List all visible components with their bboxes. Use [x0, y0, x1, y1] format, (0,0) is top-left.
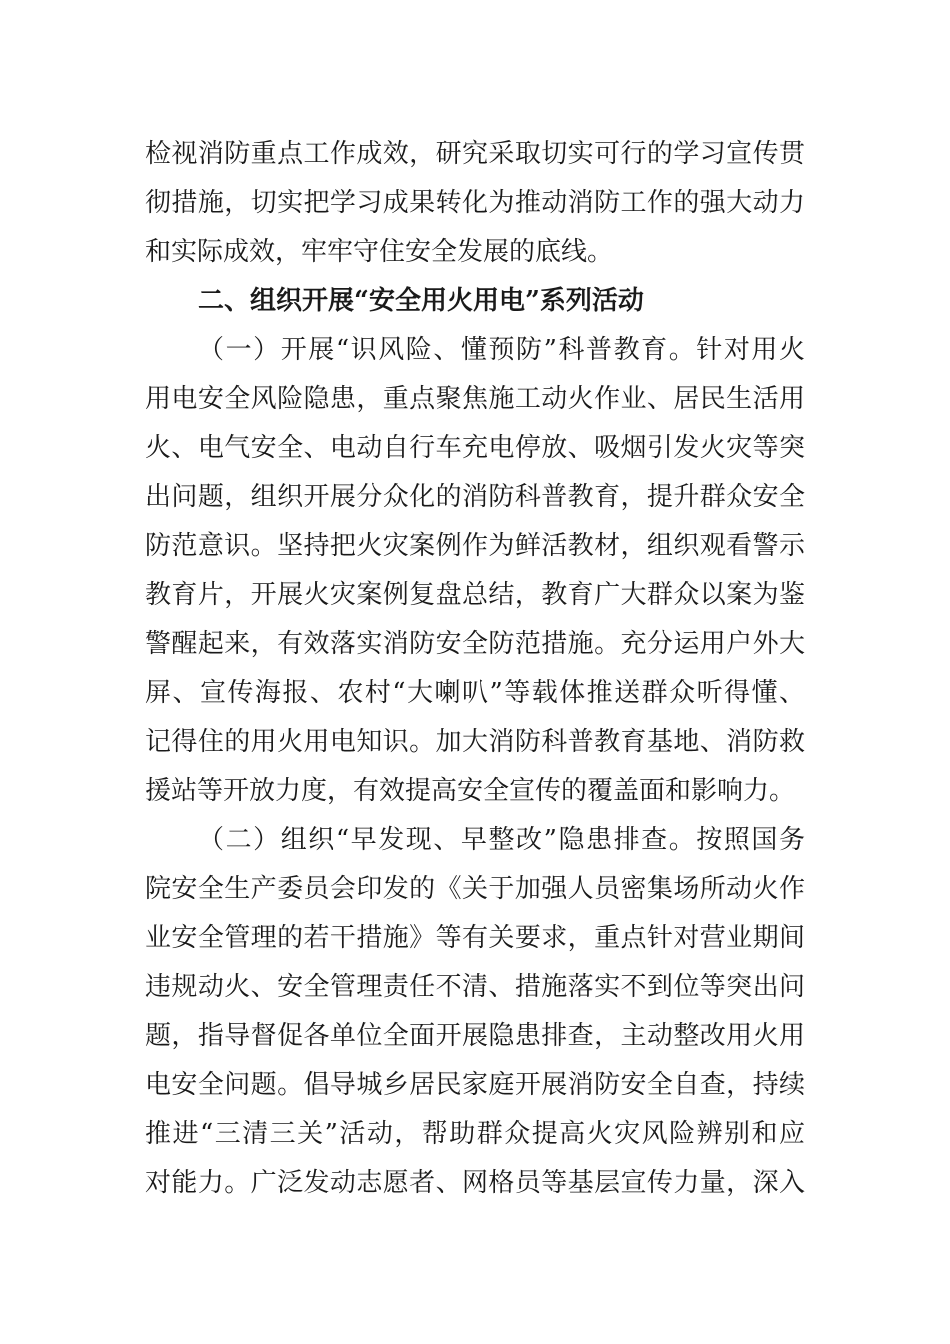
- text-line: 屏、宣传海报、农村“大喇叭”等载体推送群众听得懂、: [145, 678, 805, 708]
- text-line: 警醒起来，有效落实消防安全防范措施。充分运用户外大: [145, 629, 805, 659]
- text-line: 和实际成效，牢牢守住安全发展的底线。: [145, 237, 614, 267]
- text-line: 援站等开放力度，有效提高安全宣传的覆盖面和影响力。: [145, 776, 796, 806]
- text-line: 题，指导督促各单位全面开展隐患排查，主动整改用火用: [145, 1021, 805, 1051]
- text-line: 电安全问题。倡导城乡居民家庭开展消防安全自查，持续: [145, 1070, 805, 1100]
- text-line: 彻措施，切实把学习成果转化为推动消防工作的强大动力: [145, 188, 805, 218]
- document-page: [145, 130, 805, 1208]
- text-line: 对能力。广泛发动志愿者、网格员等基层宣传力量，深入: [145, 1168, 805, 1198]
- text-line: 业安全管理的若干措施》等有关要求，重点针对营业期间: [145, 923, 805, 953]
- text-line: 检视消防重点工作成效，研究采取切实可行的学习宣传贯: [145, 139, 805, 169]
- text-line: 违规动火、安全管理责任不清、措施落实不到位等突出问: [145, 972, 805, 1002]
- text-line: 教育片，开展火灾案例复盘总结，教育广大群众以案为鉴: [145, 580, 805, 610]
- section-heading: 二、组织开展“安全用火用电”系列活动: [198, 286, 644, 316]
- text-line: （二）组织“早发现、早整改”隐患排查。按照国务: [198, 825, 805, 855]
- text-line: 用电安全风险隐患，重点聚焦施工动火作业、居民生活用: [145, 384, 805, 414]
- text-line: 记得住的用火用电知识。加大消防科普教育基地、消防救: [145, 727, 805, 757]
- text-line: 院安全生产委员会印发的《关于加强人员密集场所动火作: [145, 874, 805, 904]
- text-line: 推进“三清三关”活动，帮助群众提高火灾风险辨别和应: [145, 1119, 805, 1149]
- text-line: 火、电气安全、电动自行车充电停放、吸烟引发火灾等突: [145, 433, 805, 463]
- text-line: （一）开展“识风险、懂预防”科普教育。针对用火: [198, 335, 805, 365]
- text-line: 防范意识。坚持把火灾案例作为鲜活教材，组织观看警示: [145, 531, 805, 561]
- text-line: 出问题，组织开展分众化的消防科普教育，提升群众安全: [145, 482, 805, 512]
